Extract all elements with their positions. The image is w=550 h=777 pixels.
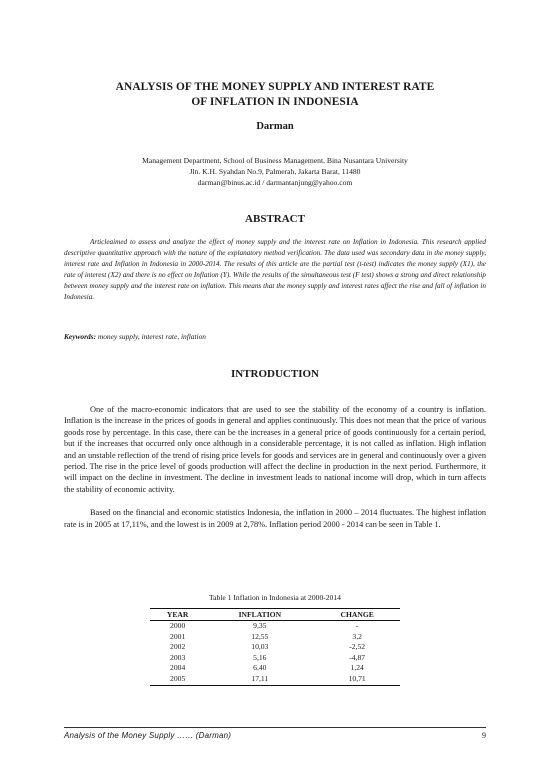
cell-change: -2,52: [349, 642, 366, 652]
cell-inflation: 9,35: [253, 621, 267, 630]
page-number: 9: [482, 731, 486, 740]
affiliation-block: [40, 155, 510, 188]
cell-year: 2003: [170, 652, 186, 662]
title-line-2: OF INFLATION IN INDONESIA: [191, 96, 359, 108]
affiliation-email: darman@binus.ac.id / darmantanjung@yahoo.com: [197, 178, 353, 187]
keywords-text: money supply, interest rate, inflation: [96, 332, 206, 341]
cell-change: 10,71: [314, 674, 400, 685]
table-row: [150, 632, 400, 643]
introduction-heading: INTRODUCTION: [230, 368, 319, 380]
affiliation-line-2: Jln. K.H. Syahdan No.9, Palmerah, Jakarta Barat, 11480: [189, 167, 361, 176]
paper-title: [40, 80, 510, 110]
title-line-1: ANALYSIS OF THE MONEY SUPPLY AND INTEREST RATE: [115, 81, 435, 93]
footer-divider: [64, 727, 486, 728]
header-year: YEAR: [150, 609, 205, 621]
introduction-body: [64, 404, 486, 542]
cell-inflation: 10,03: [251, 642, 269, 652]
cell-inflation: 12,55: [251, 631, 269, 641]
cell-change: -4,87: [349, 652, 366, 662]
table-row: [150, 674, 400, 685]
cell-inflation: 5,16: [253, 652, 267, 662]
cell-inflation: 17,11: [205, 674, 314, 685]
intro-paragraph-2: Based on the financial and economic statistics Indonesia, the inflation in 2000 – 2014 fluctuates. The highest inflation rate is in 2005 at 17,11%, and the lowest is in 2009 at 2,78%. Inflation period 2000 - 2014 can be seen in Table 1.: [64, 508, 486, 529]
keywords-label: Keywords:: [64, 332, 97, 341]
table-caption: Table 1 Inflation in Indonesia at 2000-2014: [209, 593, 341, 602]
cell-change: 1,24: [350, 663, 364, 673]
affiliation-line-1: Management Department, School of Business Management, Bina Nusantara University: [142, 156, 408, 165]
running-title: Analysis of the Money Supply …… (Darman): [64, 731, 232, 740]
abstract-heading: ABSTRACT: [245, 213, 305, 225]
cell-year: 2000: [170, 621, 186, 630]
author-name: Darman: [256, 121, 294, 132]
table-row: [150, 663, 400, 674]
table-row: [150, 642, 400, 653]
keywords-line: [64, 332, 486, 341]
inflation-table: [150, 608, 400, 686]
cell-year: 2002: [170, 642, 186, 652]
cell-change: 3,2: [352, 631, 362, 641]
table-row: [150, 621, 400, 632]
header-inflation: INFLATION: [205, 609, 314, 621]
abstract-text: Articleaimed to assess and analyze the effect of money supply and the interest rate on Inflation in Indonesia. This research applied descriptive quantitative approach with the nature of the explanatory method verification. The data used was secondary data in the money supply, interest rate and Inflation in Indonesia in 2000-2014. The results of this article are the partial test (t-test) indicates the money supply (X1), the rate of interest (X2) and there is no effect on Inflation (Y). While the results of the simultaneous test (F test) shows a strong and direct relationship between money supply and the interest rate on inflation. This means that the money supply and interest rates affect the rise and fall of inflation in Indonesia.: [64, 238, 486, 301]
cell-change: -: [355, 621, 359, 630]
abstract-body: [64, 237, 486, 302]
cell-year: 2001: [170, 631, 186, 641]
intro-paragraph-1: One of the macro-economic indicators that are used to see the stability of the economy of a country is inflation. Inflation is the increase in the prices of goods in general and applies continuously. This does not mean that the price of various goods rose by percentage. In this case, there can be the increases in a general price of goods continuously for a certain period, but if the increases that occurred only once although in a considerable percentage, it is not called as inflation. High inflation and an unstable reflection of the trend of rising price levels for goods and services are in general and continuously over a given period. The rise in the price level of goods production will affect the decline in production in the next period. Furthermore, it will impact on the decline in investment. The decline in investment leads to national income will drop, which in turn affects the stability of economic activity.: [64, 405, 486, 494]
table-row: [150, 653, 400, 664]
cell-year: 2005: [150, 674, 205, 685]
cell-inflation: 6,40: [253, 663, 267, 673]
cell-year: 2004: [170, 663, 186, 673]
table-header-row: [150, 609, 400, 621]
header-change: CHANGE: [314, 609, 400, 621]
